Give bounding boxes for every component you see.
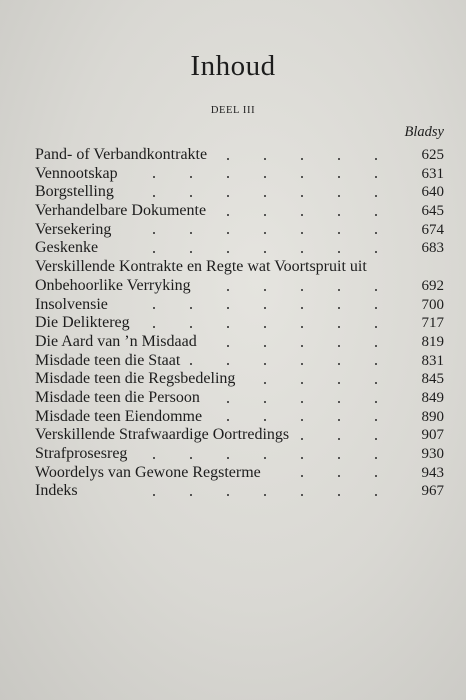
leader-dot	[227, 419, 229, 421]
leader-dot	[301, 345, 303, 347]
toc-entry	[35, 352, 444, 371]
leader-dot	[375, 345, 377, 347]
leader-dot	[338, 401, 340, 403]
toc-entry	[35, 445, 444, 464]
leader-dot	[375, 251, 377, 253]
toc-entry-page: 640	[421, 184, 444, 201]
leader-dot	[190, 195, 192, 197]
toc-entry	[35, 482, 444, 501]
leader-dot	[375, 289, 377, 291]
leader-dot	[301, 326, 303, 328]
toc-entry	[35, 183, 444, 202]
part-heading: DEEL III	[210, 105, 256, 116]
leader-dot	[190, 494, 192, 496]
leader-dot	[301, 475, 303, 477]
leader-dot	[190, 326, 192, 328]
toc-entry-page: 625	[421, 147, 444, 163]
leader-dot	[190, 251, 192, 253]
leader-dot	[375, 214, 377, 216]
leader-dot	[338, 195, 340, 197]
leader-dot	[190, 232, 192, 234]
toc-entry	[35, 464, 444, 483]
toc-entry	[35, 202, 444, 221]
leader-dot	[264, 251, 266, 253]
toc-entry	[35, 314, 444, 333]
toc-entry-page: 849	[421, 389, 444, 406]
leader-dot	[301, 438, 303, 440]
leader-dot	[338, 326, 340, 328]
leader-dot	[264, 401, 266, 403]
toc-entry-title: Misdade teen die Regsbedeling	[35, 370, 236, 388]
leader-dot	[301, 494, 303, 496]
leader-dot	[338, 419, 340, 421]
toc-entry-page: 930	[421, 446, 444, 463]
leader-dot	[375, 475, 377, 477]
leader-dot	[301, 158, 303, 160]
leader-dot	[375, 494, 377, 496]
leader-dot	[301, 195, 303, 197]
leader-dot	[301, 363, 303, 365]
toc-entry	[35, 426, 444, 445]
toc-entry-title: Verskillende Kontrakte en Regte wat Voortspruit uit Onbehoorlike Verryking	[35, 258, 367, 294]
leader-dot	[338, 457, 340, 459]
toc-entry-title: Strafprosesreg	[35, 445, 128, 463]
toc-entry-page: 831	[421, 352, 444, 369]
leader-dot	[227, 176, 229, 178]
leader-dot	[190, 307, 192, 309]
leader-dot	[153, 307, 155, 309]
leader-dot	[264, 158, 266, 160]
toc-entry-page: 845	[421, 371, 444, 388]
leader-dot	[264, 176, 266, 178]
toc-entry-page: 967	[421, 483, 444, 500]
toc-entry	[35, 333, 444, 352]
toc-entry	[35, 408, 444, 427]
toc-entry-page: 631	[421, 165, 444, 182]
leader-dot	[375, 195, 377, 197]
toc-entry-title: Geskenke	[35, 239, 99, 257]
leader-dot	[375, 438, 377, 440]
leader-dot	[338, 475, 340, 477]
leader-dot	[264, 326, 266, 328]
toc-entry	[35, 146, 444, 165]
leader-dot	[264, 232, 266, 234]
leader-dot	[338, 494, 340, 496]
leader-dot	[264, 363, 266, 365]
leader-dot	[227, 494, 229, 496]
toc-entry-page: 645	[421, 203, 444, 220]
leader-dot	[264, 494, 266, 496]
table-of-contents	[35, 146, 444, 501]
leader-dot	[153, 176, 155, 178]
leader-dot	[264, 382, 266, 384]
leader-dot	[264, 195, 266, 197]
toc-entry-title: Die Aard van ’n Misdaad	[35, 332, 197, 350]
leader-dot	[153, 494, 155, 496]
leader-dot	[227, 345, 229, 347]
toc-entry-title: Die Deliktereg	[35, 314, 130, 332]
leader-dot	[301, 457, 303, 459]
toc-entry	[35, 296, 444, 315]
leader-dot	[338, 307, 340, 309]
leader-dot	[153, 326, 155, 328]
toc-entry	[35, 389, 444, 408]
leader-dot	[301, 251, 303, 253]
leader-dot	[301, 176, 303, 178]
leader-dot	[338, 438, 340, 440]
leader-dot	[227, 214, 229, 216]
leader-dot	[190, 176, 192, 178]
leader-dot	[153, 195, 155, 197]
leader-dot	[375, 232, 377, 234]
leader-dot	[375, 307, 377, 309]
toc-entry	[35, 165, 444, 184]
leader-dot	[301, 419, 303, 421]
toc-entry-page: 907	[421, 427, 444, 444]
leader-dot	[190, 457, 192, 459]
toc-entry-page: 674	[421, 221, 444, 238]
leader-dot	[227, 158, 229, 160]
toc-entry-page: 683	[421, 240, 444, 257]
leader-dot	[375, 176, 377, 178]
leader-dot	[301, 307, 303, 309]
toc-entry-page: 717	[421, 315, 444, 332]
dot-leader	[35, 482, 400, 501]
leader-dot	[227, 251, 229, 253]
leader-dot	[338, 251, 340, 253]
leader-dot	[375, 326, 377, 328]
toc-entry-page: 943	[421, 464, 444, 481]
toc-entry-page: 819	[421, 333, 444, 350]
page-title: Inhoud	[190, 50, 276, 82]
toc-entry	[35, 221, 444, 240]
leader-dot	[153, 251, 155, 253]
toc-entry-title: Misdade teen die Staat	[35, 351, 181, 369]
leader-dot	[301, 232, 303, 234]
leader-dot	[301, 382, 303, 384]
leader-dot	[338, 176, 340, 178]
leader-dot	[227, 457, 229, 459]
toc-entry-page: 890	[421, 408, 444, 425]
page-column-label: Bladsy	[404, 124, 444, 140]
leader-dot	[338, 345, 340, 347]
leader-dot	[227, 307, 229, 309]
leader-dot	[301, 401, 303, 403]
leader-dot	[338, 158, 340, 160]
toc-entry-title: Borgstelling	[35, 183, 114, 201]
toc-entry-title: Insolvensie	[35, 295, 108, 313]
leader-dot	[375, 457, 377, 459]
leader-dot	[264, 307, 266, 309]
leader-dot	[264, 419, 266, 421]
leader-dot	[227, 326, 229, 328]
leader-dot	[264, 457, 266, 459]
leader-dot	[375, 419, 377, 421]
toc-entry	[35, 258, 444, 295]
leader-dot	[338, 382, 340, 384]
leader-dot	[190, 363, 192, 365]
leader-dot	[338, 214, 340, 216]
toc-entry-title: Woordelys van Gewone Regsterme	[35, 463, 261, 481]
toc-entry-title: Pand- of Verbandkontrakte	[35, 146, 208, 163]
leader-dot	[338, 363, 340, 365]
toc-entry-title: Verhandelbare Dokumente	[35, 202, 207, 220]
leader-dot	[338, 232, 340, 234]
toc-entry	[35, 370, 444, 389]
leader-dot	[153, 457, 155, 459]
leader-dot	[227, 232, 229, 234]
toc-entry-title: Misdade teen die Persoon	[35, 388, 200, 406]
toc-entry-title: Versekering	[35, 220, 112, 238]
toc-entry-title: Vennootskap	[35, 164, 118, 182]
leader-dot	[264, 214, 266, 216]
toc-entry-page: 700	[421, 296, 444, 313]
leader-dot	[153, 232, 155, 234]
toc-entry-title: Misdade teen Eiendomme	[35, 407, 203, 425]
leader-dot	[375, 401, 377, 403]
leader-dot	[227, 401, 229, 403]
leader-dot	[375, 158, 377, 160]
toc-entry	[35, 239, 444, 258]
leader-dot	[375, 382, 377, 384]
leader-dot	[227, 195, 229, 197]
leader-dot	[264, 345, 266, 347]
leader-dot	[375, 363, 377, 365]
leader-dot	[301, 214, 303, 216]
toc-entry-title: Verskillende Strafwaardige Oortredings	[35, 426, 290, 444]
toc-entry-title: Indeks	[35, 482, 78, 500]
leader-dot	[227, 363, 229, 365]
toc-entry-page: 692	[421, 277, 444, 294]
